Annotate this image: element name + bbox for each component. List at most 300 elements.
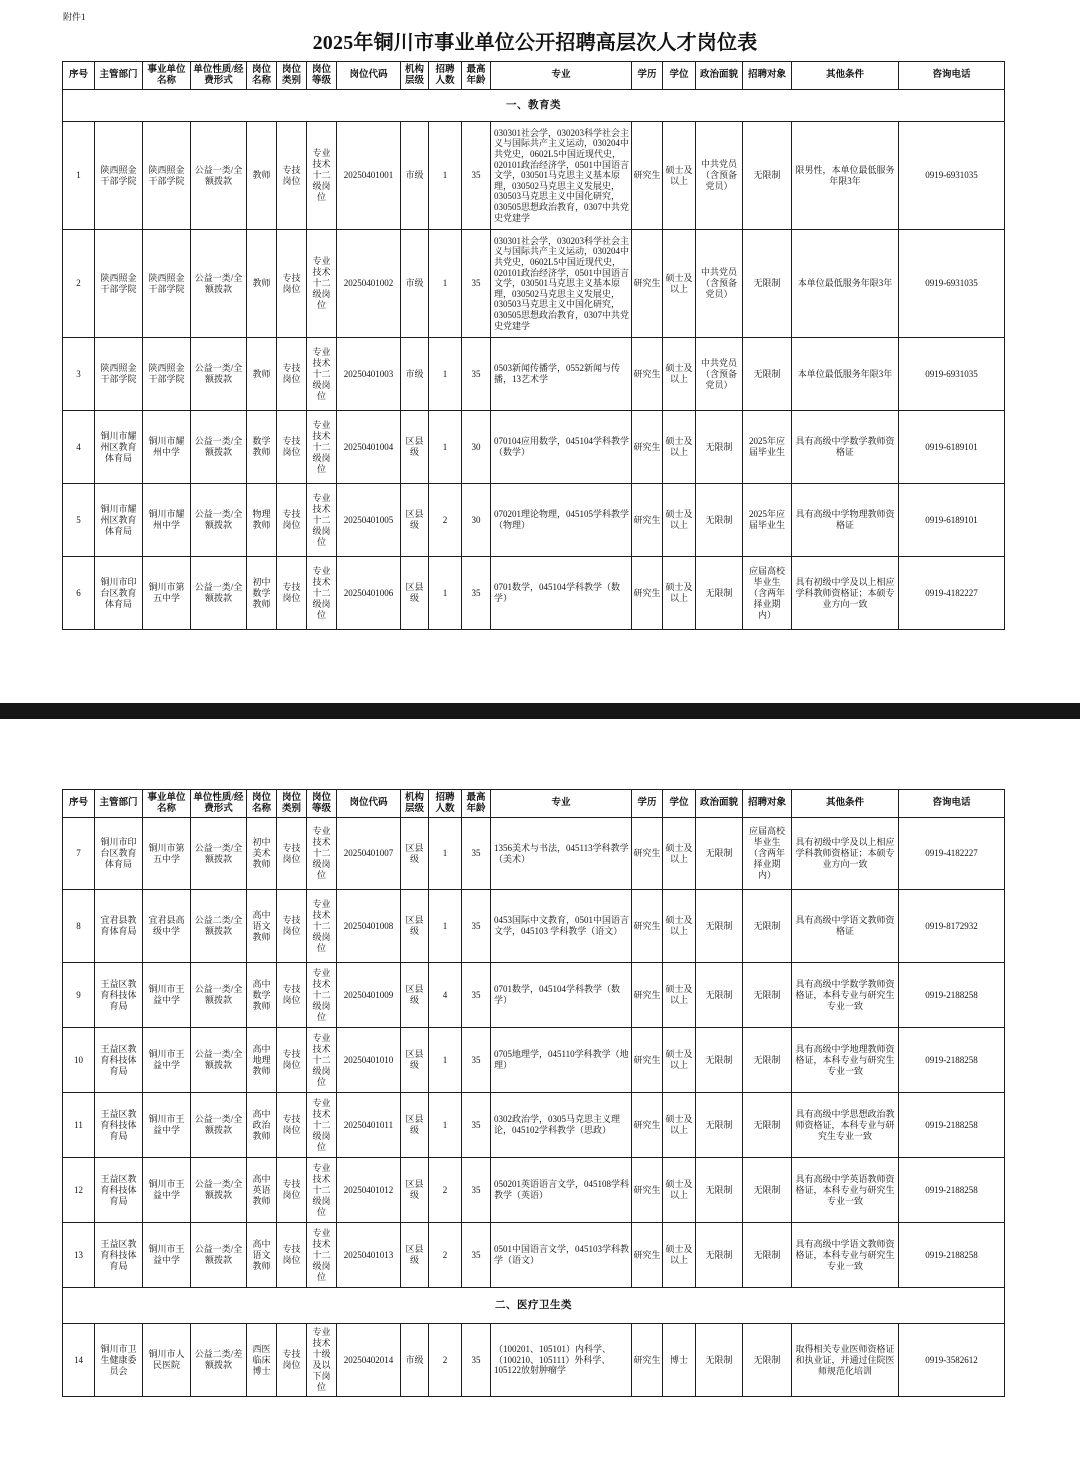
section-title: 二、医疗卫生类 bbox=[63, 1288, 1005, 1324]
cell-seq: 12 bbox=[63, 1158, 95, 1223]
cell-post-category: 专技岗位 bbox=[277, 818, 307, 890]
cell-unit-name: 陕西照金干部学院 bbox=[143, 122, 191, 230]
cell-unit-nature: 公益一类/全额拨款 bbox=[191, 411, 247, 484]
cell-education: 研究生 bbox=[632, 122, 663, 230]
cell-political-status: 无限制 bbox=[696, 1223, 743, 1288]
cell-post-level: 专业技术十二级岗位 bbox=[307, 818, 337, 890]
cell-post-code: 20250401012 bbox=[337, 1158, 401, 1223]
column-header-seq: 序号 bbox=[63, 790, 95, 818]
cell-target-group: 无限制 bbox=[743, 1223, 792, 1288]
cell-target-group: 无限制 bbox=[743, 1324, 792, 1397]
cell-unit-nature: 公益一类/全额拨款 bbox=[191, 122, 247, 230]
cell-unit-nature: 公益一类/全额拨款 bbox=[191, 1158, 247, 1223]
column-header-department: 主管部门 bbox=[95, 790, 143, 818]
table-row bbox=[63, 557, 1005, 630]
cell-post-code: 20250401003 bbox=[337, 338, 401, 411]
cell-post-level: 专业技术十二级岗位 bbox=[307, 338, 337, 411]
cell-major: （100201、105101）内科学、（100210、105111）外科学、105122放射肿瘤学 bbox=[491, 1324, 632, 1397]
cell-target-group: 2025年应届毕业生 bbox=[743, 484, 792, 557]
cell-political-status: 无限制 bbox=[696, 1158, 743, 1223]
cell-unit-nature: 公益一类/全额拨款 bbox=[191, 1223, 247, 1288]
cell-political-status: 无限制 bbox=[696, 1028, 743, 1093]
cell-political-status: 中共党员（含预备党员） bbox=[696, 230, 743, 338]
cell-post-code: 20250401009 bbox=[337, 963, 401, 1028]
cell-max-age: 35 bbox=[462, 963, 491, 1028]
column-header-phone: 咨询电话 bbox=[899, 62, 1005, 90]
cell-post-level: 专业技术十二级岗位 bbox=[307, 411, 337, 484]
cell-major: 0453国际中文教育，0501中国语言文学，045103 学科教学（语文） bbox=[491, 890, 632, 963]
column-header-hire-count: 招聘人数 bbox=[429, 790, 462, 818]
cell-unit-name: 铜川市第五中学 bbox=[143, 557, 191, 630]
cell-unit-name: 铜川市第五中学 bbox=[143, 818, 191, 890]
cell-education: 研究生 bbox=[632, 484, 663, 557]
cell-political-status: 无限制 bbox=[696, 890, 743, 963]
column-header-other-conditions: 其他条件 bbox=[792, 62, 899, 90]
cell-post-code: 20250401002 bbox=[337, 230, 401, 338]
cell-unit-nature: 公益一类/全额拨款 bbox=[191, 1093, 247, 1158]
cell-unit-nature: 公益一类/全额拨款 bbox=[191, 1028, 247, 1093]
cell-seq: 8 bbox=[63, 890, 95, 963]
cell-unit-name: 陕西照金干部学院 bbox=[143, 230, 191, 338]
cell-other-conditions: 具有初级中学及以上相应学科教师资格证；本硕专业方向一致 bbox=[792, 818, 899, 890]
cell-max-age: 35 bbox=[462, 557, 491, 630]
cell-degree: 硕士及以上 bbox=[663, 963, 696, 1028]
column-header-post-category: 岗位类别 bbox=[277, 790, 307, 818]
cell-political-status: 无限制 bbox=[696, 963, 743, 1028]
cell-org-tier: 市级 bbox=[401, 230, 429, 338]
cell-org-tier: 市级 bbox=[401, 338, 429, 411]
cell-hire-count: 1 bbox=[429, 1093, 462, 1158]
cell-seq: 11 bbox=[63, 1093, 95, 1158]
cell-degree: 硕士及以上 bbox=[663, 1093, 696, 1158]
cell-post-level: 专业技术十二级岗位 bbox=[307, 484, 337, 557]
cell-post-level: 专业技术十二级岗位 bbox=[307, 890, 337, 963]
cell-max-age: 35 bbox=[462, 1093, 491, 1158]
cell-phone: 0919-4182227 bbox=[899, 557, 1005, 630]
cell-post-name: 高中政治教师 bbox=[247, 1093, 277, 1158]
table-header-row bbox=[63, 62, 1005, 90]
cell-max-age: 30 bbox=[462, 411, 491, 484]
cell-unit-name: 铜川市王益中学 bbox=[143, 1093, 191, 1158]
cell-degree: 硕士及以上 bbox=[663, 890, 696, 963]
cell-degree: 硕士及以上 bbox=[663, 122, 696, 230]
cell-post-category: 专技岗位 bbox=[277, 1324, 307, 1397]
cell-post-level: 专业技术十二级岗位 bbox=[307, 557, 337, 630]
cell-degree: 硕士及以上 bbox=[663, 818, 696, 890]
cell-education: 研究生 bbox=[632, 338, 663, 411]
cell-post-level: 专业技术十二级岗位 bbox=[307, 122, 337, 230]
column-header-max-age: 最高年龄 bbox=[462, 790, 491, 818]
cell-post-code: 20250401011 bbox=[337, 1093, 401, 1158]
cell-other-conditions: 本单位最低服务年限3年 bbox=[792, 230, 899, 338]
section-row bbox=[63, 1288, 1005, 1324]
cell-education: 研究生 bbox=[632, 230, 663, 338]
cell-major: 030301社会学，030203科学社会主义与国际共产主义运动，030204中共党史，0602L5中国近现代史，020101政治经济学，0501中国语言文学，030501马克思主义基本原理，030502马克思主义发展史，030503马克思主义中国化研究，030505思想政治教育，0307中共党史党建学 bbox=[491, 230, 632, 338]
table-row bbox=[63, 1028, 1005, 1093]
cell-other-conditions: 取得相关专业医师资格证和执业证，并通过住院医师规范化培训 bbox=[792, 1324, 899, 1397]
positions-table-page-1 bbox=[62, 61, 1005, 630]
cell-post-level: 专业技术十二级岗位 bbox=[307, 1093, 337, 1158]
cell-post-code: 20250401010 bbox=[337, 1028, 401, 1093]
cell-post-category: 专技岗位 bbox=[277, 230, 307, 338]
cell-target-group: 2025年应届毕业生 bbox=[743, 411, 792, 484]
cell-political-status: 无限制 bbox=[696, 484, 743, 557]
cell-department: 陕西照金干部学院 bbox=[95, 122, 143, 230]
cell-post-category: 专技岗位 bbox=[277, 1223, 307, 1288]
column-header-hire-count: 招聘人数 bbox=[429, 62, 462, 90]
cell-education: 研究生 bbox=[632, 1093, 663, 1158]
cell-major: 0501中国语言文学，045103学科教学（语文） bbox=[491, 1223, 632, 1288]
cell-major: 0705地理学，045110学科教学（地理） bbox=[491, 1028, 632, 1093]
cell-department: 铜川市印台区教育体育局 bbox=[95, 818, 143, 890]
cell-seq: 2 bbox=[63, 230, 95, 338]
cell-hire-count: 1 bbox=[429, 818, 462, 890]
cell-phone: 0919-2188258 bbox=[899, 1093, 1005, 1158]
cell-hire-count: 2 bbox=[429, 1324, 462, 1397]
cell-post-name: 数学教师 bbox=[247, 411, 277, 484]
cell-other-conditions: 具有高级中学数学教师资格证，本科专业与研究生专业一致 bbox=[792, 963, 899, 1028]
cell-department: 铜川市耀州区教育体育局 bbox=[95, 411, 143, 484]
cell-unit-name: 铜川市王益中学 bbox=[143, 1028, 191, 1093]
cell-post-category: 专技岗位 bbox=[277, 338, 307, 411]
cell-unit-name: 铜川市耀州中学 bbox=[143, 484, 191, 557]
cell-unit-name: 铜川市王益中学 bbox=[143, 963, 191, 1028]
cell-other-conditions: 具有高级中学数学教师资格证 bbox=[792, 411, 899, 484]
cell-max-age: 35 bbox=[462, 230, 491, 338]
cell-post-level: 专业技术十二级岗位 bbox=[307, 230, 337, 338]
cell-major: 0503新闻传播学，0552新闻与传播，13艺术学 bbox=[491, 338, 632, 411]
column-header-org-tier: 机构层级 bbox=[401, 62, 429, 90]
cell-political-status: 无限制 bbox=[696, 818, 743, 890]
cell-hire-count: 1 bbox=[429, 230, 462, 338]
cell-post-name: 高中语文教师 bbox=[247, 1223, 277, 1288]
section-title: 一、教育类 bbox=[63, 90, 1005, 122]
column-header-target-group: 招聘对象 bbox=[743, 62, 792, 90]
table-row bbox=[63, 411, 1005, 484]
cell-education: 研究生 bbox=[632, 818, 663, 890]
page-gap bbox=[0, 703, 1080, 719]
cell-other-conditions: 具有高级中学思想政治教师资格证，本科专业与研究生专业一致 bbox=[792, 1093, 899, 1158]
cell-target-group: 无限制 bbox=[743, 122, 792, 230]
cell-phone: 0919-2188258 bbox=[899, 963, 1005, 1028]
table-row bbox=[63, 338, 1005, 411]
cell-department: 王益区教育科技体育局 bbox=[95, 1223, 143, 1288]
cell-degree: 博士 bbox=[663, 1324, 696, 1397]
cell-department: 陕西照金干部学院 bbox=[95, 338, 143, 411]
cell-unit-name: 宜君县高级中学 bbox=[143, 890, 191, 963]
cell-target-group: 无限制 bbox=[743, 338, 792, 411]
cell-max-age: 35 bbox=[462, 1028, 491, 1093]
cell-political-status: 无限制 bbox=[696, 1324, 743, 1397]
cell-post-name: 初中美术教师 bbox=[247, 818, 277, 890]
cell-seq: 9 bbox=[63, 963, 95, 1028]
cell-seq: 14 bbox=[63, 1324, 95, 1397]
column-header-target-group: 招聘对象 bbox=[743, 790, 792, 818]
cell-post-level: 专业技术十二级岗位 bbox=[307, 1223, 337, 1288]
cell-seq: 13 bbox=[63, 1223, 95, 1288]
cell-political-status: 中共党员（含预备党员） bbox=[696, 338, 743, 411]
column-header-phone: 咨询电话 bbox=[899, 790, 1005, 818]
cell-org-tier: 区县级 bbox=[401, 818, 429, 890]
cell-org-tier: 区县级 bbox=[401, 557, 429, 630]
column-header-post-code: 岗位代码 bbox=[337, 790, 401, 818]
table-row bbox=[63, 1324, 1005, 1397]
column-header-post-name: 岗位名称 bbox=[247, 790, 277, 818]
cell-post-category: 专技岗位 bbox=[277, 1028, 307, 1093]
column-header-unit-name: 事业单位名称 bbox=[143, 62, 191, 90]
cell-org-tier: 区县级 bbox=[401, 1093, 429, 1158]
cell-post-name: 教师 bbox=[247, 338, 277, 411]
column-header-seq: 序号 bbox=[63, 62, 95, 90]
cell-unit-name: 铜川市王益中学 bbox=[143, 1158, 191, 1223]
cell-degree: 硕士及以上 bbox=[663, 484, 696, 557]
cell-max-age: 30 bbox=[462, 484, 491, 557]
cell-education: 研究生 bbox=[632, 1028, 663, 1093]
column-header-post-level: 岗位等级 bbox=[307, 62, 337, 90]
cell-phone: 0919-2188258 bbox=[899, 1158, 1005, 1223]
cell-post-code: 20250401006 bbox=[337, 557, 401, 630]
cell-political-status: 中共党员（含预备党员） bbox=[696, 122, 743, 230]
attachment-label: 附件1 bbox=[63, 12, 86, 22]
cell-other-conditions: 具有高级中学语文教师资格证，本科专业与研究生专业一致 bbox=[792, 1223, 899, 1288]
cell-education: 研究生 bbox=[632, 557, 663, 630]
cell-other-conditions: 具有高级中学英语教师资格证，本科专业与研究生专业一致 bbox=[792, 1158, 899, 1223]
cell-phone: 0919-2188258 bbox=[899, 1223, 1005, 1288]
cell-target-group: 无限制 bbox=[743, 890, 792, 963]
cell-hire-count: 1 bbox=[429, 1028, 462, 1093]
cell-post-category: 专技岗位 bbox=[277, 557, 307, 630]
cell-post-code: 20250401013 bbox=[337, 1223, 401, 1288]
cell-seq: 7 bbox=[63, 818, 95, 890]
cell-political-status: 无限制 bbox=[696, 557, 743, 630]
cell-political-status: 无限制 bbox=[696, 1093, 743, 1158]
cell-max-age: 35 bbox=[462, 1324, 491, 1397]
cell-department: 宜君县教育体育局 bbox=[95, 890, 143, 963]
cell-department: 王益区教育科技体育局 bbox=[95, 1093, 143, 1158]
cell-degree: 硕士及以上 bbox=[663, 1158, 696, 1223]
cell-post-category: 专技岗位 bbox=[277, 1158, 307, 1223]
cell-education: 研究生 bbox=[632, 963, 663, 1028]
cell-max-age: 35 bbox=[462, 1158, 491, 1223]
cell-phone: 0919-4182227 bbox=[899, 818, 1005, 890]
cell-major: 0701数学，045104学科教学（数学） bbox=[491, 963, 632, 1028]
cell-post-code: 20250401001 bbox=[337, 122, 401, 230]
cell-post-code: 20250401005 bbox=[337, 484, 401, 557]
cell-major: 0701数学，045104学科教学（数学） bbox=[491, 557, 632, 630]
cell-max-age: 35 bbox=[462, 818, 491, 890]
column-header-unit-nature: 单位性质/经费形式 bbox=[191, 62, 247, 90]
cell-hire-count: 1 bbox=[429, 411, 462, 484]
cell-post-name: 物理教师 bbox=[247, 484, 277, 557]
cell-post-name: 高中语文教师 bbox=[247, 890, 277, 963]
table-row bbox=[63, 230, 1005, 338]
cell-other-conditions: 具有高级中学地理教师资格证，本科专业与研究生专业一致 bbox=[792, 1028, 899, 1093]
cell-department: 陕西照金干部学院 bbox=[95, 230, 143, 338]
cell-degree: 硕士及以上 bbox=[663, 230, 696, 338]
table-row bbox=[63, 818, 1005, 890]
cell-org-tier: 市级 bbox=[401, 1324, 429, 1397]
column-header-major: 专业 bbox=[491, 790, 632, 818]
cell-post-name: 教师 bbox=[247, 122, 277, 230]
cell-unit-name: 铜川市人民医院 bbox=[143, 1324, 191, 1397]
cell-org-tier: 区县级 bbox=[401, 1028, 429, 1093]
cell-major: 050201英语语言文学，045108学科教学（英语） bbox=[491, 1158, 632, 1223]
cell-post-name: 高中数学教师 bbox=[247, 963, 277, 1028]
cell-phone: 0919-3582612 bbox=[899, 1324, 1005, 1397]
cell-department: 王益区教育科技体育局 bbox=[95, 963, 143, 1028]
cell-max-age: 35 bbox=[462, 890, 491, 963]
cell-other-conditions: 具有高级中学语文教师资格证 bbox=[792, 890, 899, 963]
cell-max-age: 35 bbox=[462, 338, 491, 411]
cell-org-tier: 区县级 bbox=[401, 1158, 429, 1223]
cell-department: 王益区教育科技体育局 bbox=[95, 1158, 143, 1223]
cell-other-conditions: 限男性，本单位最低服务年限3年 bbox=[792, 122, 899, 230]
cell-hire-count: 2 bbox=[429, 1223, 462, 1288]
cell-target-group: 无限制 bbox=[743, 1093, 792, 1158]
table-row bbox=[63, 122, 1005, 230]
cell-department: 铜川市耀州区教育体育局 bbox=[95, 484, 143, 557]
cell-post-code: 20250401008 bbox=[337, 890, 401, 963]
column-header-unit-name: 事业单位名称 bbox=[143, 790, 191, 818]
cell-unit-nature: 公益一类/全额拨款 bbox=[191, 230, 247, 338]
cell-seq: 6 bbox=[63, 557, 95, 630]
cell-hire-count: 4 bbox=[429, 963, 462, 1028]
cell-post-code: 20250402014 bbox=[337, 1324, 401, 1397]
cell-org-tier: 区县级 bbox=[401, 1223, 429, 1288]
cell-seq: 1 bbox=[63, 122, 95, 230]
cell-unit-nature: 公益二类/全额拨款 bbox=[191, 890, 247, 963]
cell-degree: 硕士及以上 bbox=[663, 411, 696, 484]
cell-target-group: 无限制 bbox=[743, 1158, 792, 1223]
positions-table-page-2 bbox=[62, 789, 1005, 1397]
cell-max-age: 35 bbox=[462, 122, 491, 230]
column-header-org-tier: 机构层级 bbox=[401, 790, 429, 818]
cell-unit-nature: 公益一类/全额拨款 bbox=[191, 484, 247, 557]
cell-target-group: 无限制 bbox=[743, 230, 792, 338]
table-row bbox=[63, 1158, 1005, 1223]
cell-major: 1356美术与书法，045113学科教学（美术） bbox=[491, 818, 632, 890]
cell-unit-nature: 公益一类/全额拨款 bbox=[191, 818, 247, 890]
cell-post-category: 专技岗位 bbox=[277, 890, 307, 963]
cell-phone: 0919-6931035 bbox=[899, 230, 1005, 338]
table-row bbox=[63, 484, 1005, 557]
cell-seq: 3 bbox=[63, 338, 95, 411]
cell-hire-count: 1 bbox=[429, 338, 462, 411]
cell-unit-name: 铜川市耀州中学 bbox=[143, 411, 191, 484]
document-title: 2025年铜川市事业单位公开招聘高层次人才岗位表 bbox=[312, 32, 758, 54]
cell-post-name: 西医临床博士 bbox=[247, 1324, 277, 1397]
cell-education: 研究生 bbox=[632, 1158, 663, 1223]
cell-post-name: 高中英语教师 bbox=[247, 1158, 277, 1223]
column-header-education: 学历 bbox=[632, 790, 663, 818]
cell-phone: 0919-2188258 bbox=[899, 1028, 1005, 1093]
table-row bbox=[63, 1093, 1005, 1158]
cell-unit-nature: 公益一类/全额拨款 bbox=[191, 557, 247, 630]
cell-post-category: 专技岗位 bbox=[277, 122, 307, 230]
cell-political-status: 无限制 bbox=[696, 411, 743, 484]
cell-education: 研究生 bbox=[632, 1223, 663, 1288]
cell-other-conditions: 具有初级中学及以上相应学科教师资格证；本硕专业方向一致 bbox=[792, 557, 899, 630]
column-header-degree: 学位 bbox=[663, 790, 696, 818]
cell-post-code: 20250401007 bbox=[337, 818, 401, 890]
table-header-row bbox=[63, 790, 1005, 818]
column-header-post-category: 岗位类别 bbox=[277, 62, 307, 90]
cell-post-name: 高中地理教师 bbox=[247, 1028, 277, 1093]
cell-hire-count: 1 bbox=[429, 890, 462, 963]
cell-unit-name: 陕西照金干部学院 bbox=[143, 338, 191, 411]
column-header-post-level: 岗位等级 bbox=[307, 790, 337, 818]
cell-post-name: 初中数学教师 bbox=[247, 557, 277, 630]
column-header-other-conditions: 其他条件 bbox=[792, 790, 899, 818]
cell-hire-count: 1 bbox=[429, 122, 462, 230]
cell-department: 铜川市卫生健康委员会 bbox=[95, 1324, 143, 1397]
cell-org-tier: 区县级 bbox=[401, 890, 429, 963]
cell-max-age: 35 bbox=[462, 1223, 491, 1288]
cell-degree: 硕士及以上 bbox=[663, 1223, 696, 1288]
cell-department: 铜川市印台区教育体育局 bbox=[95, 557, 143, 630]
section-row bbox=[63, 90, 1005, 122]
cell-education: 研究生 bbox=[632, 411, 663, 484]
cell-phone: 0919-6189101 bbox=[899, 484, 1005, 557]
cell-post-level: 专业技术十二级岗位 bbox=[307, 963, 337, 1028]
column-header-department: 主管部门 bbox=[95, 62, 143, 90]
table-row bbox=[63, 1223, 1005, 1288]
column-header-political-status: 政治面貌 bbox=[696, 62, 743, 90]
cell-post-code: 20250401004 bbox=[337, 411, 401, 484]
cell-major: 030301社会学，030203科学社会主义与国际共产主义运动，030204中共党史，0602L5中国近现代史，020101政治经济学，0501中国语言文学，030501马克思主义基本原理，030502马克思主义发展史，030503马克思主义中国化研究，030505思想政治教育，0307中共党史党建学 bbox=[491, 122, 632, 230]
cell-degree: 硕士及以上 bbox=[663, 1028, 696, 1093]
column-header-education: 学历 bbox=[632, 62, 663, 90]
cell-post-level: 专业技术十级及以下岗位 bbox=[307, 1324, 337, 1397]
cell-unit-name: 铜川市王益中学 bbox=[143, 1223, 191, 1288]
cell-phone: 0919-6189101 bbox=[899, 411, 1005, 484]
cell-post-category: 专技岗位 bbox=[277, 411, 307, 484]
column-header-major: 专业 bbox=[491, 62, 632, 90]
cell-target-group: 应届高校毕业生（含两年择业期内） bbox=[743, 818, 792, 890]
cell-degree: 硕士及以上 bbox=[663, 557, 696, 630]
cell-post-category: 专技岗位 bbox=[277, 963, 307, 1028]
cell-seq: 5 bbox=[63, 484, 95, 557]
cell-seq: 10 bbox=[63, 1028, 95, 1093]
cell-org-tier: 区县级 bbox=[401, 963, 429, 1028]
cell-phone: 0919-6931035 bbox=[899, 122, 1005, 230]
column-header-post-name: 岗位名称 bbox=[247, 62, 277, 90]
cell-org-tier: 区县级 bbox=[401, 484, 429, 557]
cell-target-group: 无限制 bbox=[743, 1028, 792, 1093]
cell-seq: 4 bbox=[63, 411, 95, 484]
column-header-post-code: 岗位代码 bbox=[337, 62, 401, 90]
cell-major: 070201理论物理，045105学科教学（物理） bbox=[491, 484, 632, 557]
cell-unit-nature: 公益二类/差额拨款 bbox=[191, 1324, 247, 1397]
cell-other-conditions: 本单位最低服务年限3年 bbox=[792, 338, 899, 411]
cell-post-level: 专业技术十二级岗位 bbox=[307, 1158, 337, 1223]
cell-unit-nature: 公益一类/全额拨款 bbox=[191, 338, 247, 411]
cell-education: 研究生 bbox=[632, 890, 663, 963]
cell-phone: 0919-8172932 bbox=[899, 890, 1005, 963]
table-row bbox=[63, 963, 1005, 1028]
cell-degree: 硕士及以上 bbox=[663, 338, 696, 411]
column-header-degree: 学位 bbox=[663, 62, 696, 90]
cell-major: 0302政治学，0305马克思主义理论，045102学科教学（思政） bbox=[491, 1093, 632, 1158]
cell-hire-count: 2 bbox=[429, 484, 462, 557]
cell-post-category: 专技岗位 bbox=[277, 1093, 307, 1158]
cell-hire-count: 1 bbox=[429, 557, 462, 630]
column-header-political-status: 政治面貌 bbox=[696, 790, 743, 818]
cell-unit-nature: 公益一类/全额拨款 bbox=[191, 963, 247, 1028]
cell-post-category: 专技岗位 bbox=[277, 484, 307, 557]
cell-major: 070104应用数学，045104学科教学（数学） bbox=[491, 411, 632, 484]
cell-target-group: 应届高校毕业生（含两年择业期内） bbox=[743, 557, 792, 630]
